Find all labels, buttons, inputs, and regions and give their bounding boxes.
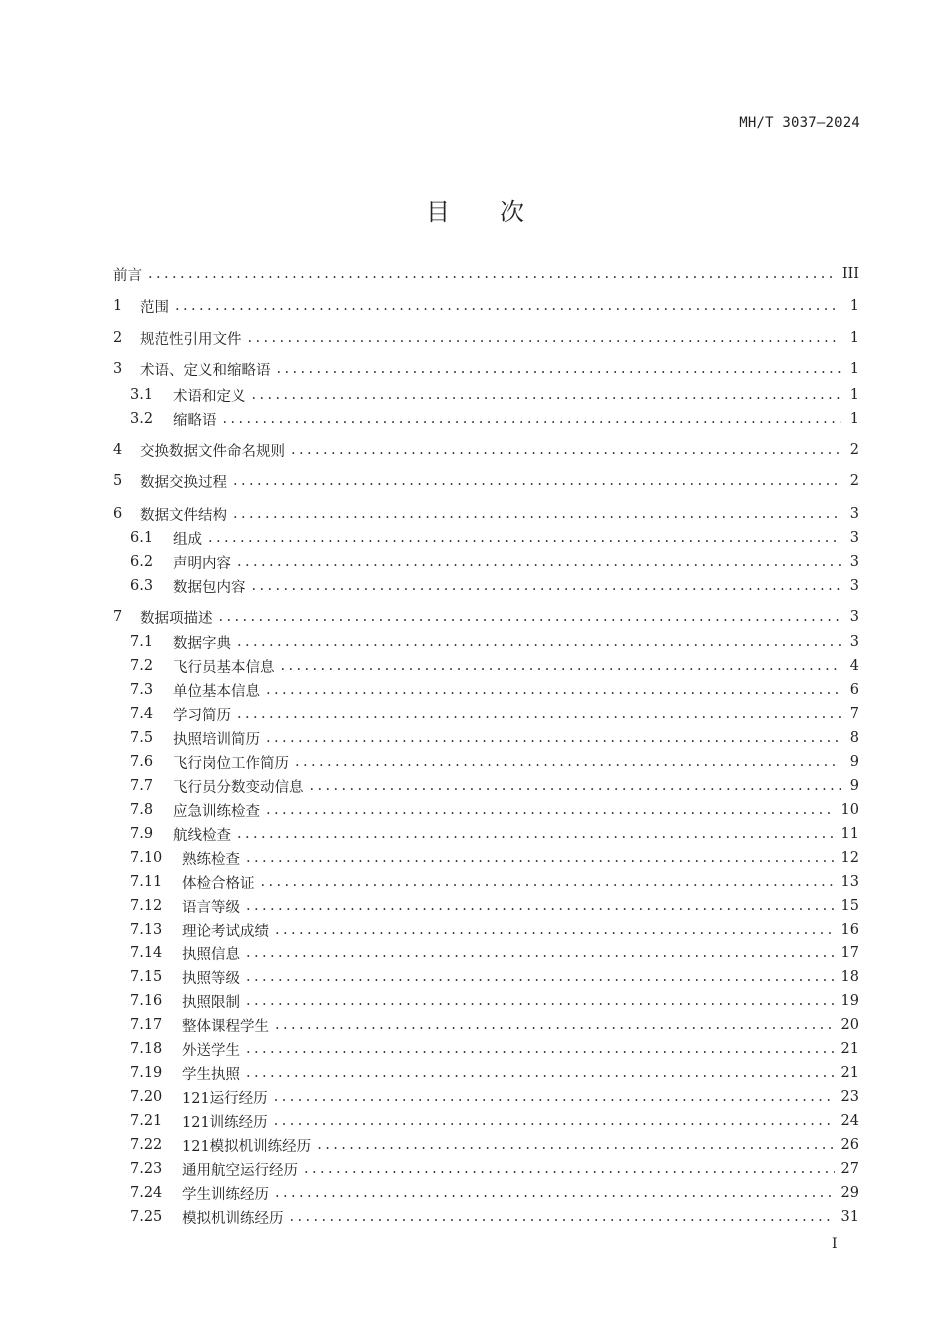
toc-entry-label: 体检合格证 [182, 875, 255, 892]
toc-entry-label: 整体课程学生 [182, 1018, 269, 1035]
toc-entry-page: 4 [849, 658, 859, 674]
toc-entry-number: 7.18 [130, 1041, 163, 1057]
leader-dots [281, 656, 842, 676]
leader-dots [246, 967, 835, 987]
toc-entry[interactable] [113, 1183, 859, 1203]
toc-entry[interactable] [113, 704, 859, 724]
toc-entry[interactable] [113, 385, 859, 405]
toc-entry[interactable] [113, 504, 859, 524]
toc-entry-number: 7.12 [130, 898, 163, 914]
toc-entry-label: 理论考试成绩 [182, 923, 269, 940]
toc-entry-label: 术语、定义和缩略语 [140, 362, 271, 379]
toc-entry[interactable] [113, 471, 859, 491]
toc-entry-number: 7.13 [130, 922, 163, 938]
toc-entry-page: 8 [849, 730, 859, 746]
toc-entry-page: 1 [849, 387, 859, 403]
toc-entry-page: 9 [849, 778, 859, 794]
leader-dots [233, 471, 841, 491]
toc-entry-label: 语言等级 [182, 899, 240, 916]
toc-entry-label: 飞行岗位工作简历 [173, 755, 289, 772]
toc-entry-page: 21 [840, 1065, 859, 1081]
toc-entry[interactable] [113, 264, 859, 284]
toc-entry-number: 6 [113, 506, 123, 522]
toc-entry[interactable] [113, 1111, 859, 1131]
toc-entry-page: 21 [840, 1041, 859, 1057]
toc-entry-number: 7.15 [130, 969, 163, 985]
toc-entry[interactable] [113, 872, 859, 892]
toc-entry[interactable] [113, 1039, 859, 1059]
toc-entry-number: 7.21 [130, 1113, 163, 1129]
leader-dots [304, 1159, 835, 1179]
toc-entry[interactable] [113, 552, 859, 572]
toc-entry-page: 24 [840, 1113, 859, 1129]
toc-entry-label: 声明内容 [173, 555, 231, 572]
toc-entry-number: 7 [113, 609, 123, 625]
toc-entry[interactable] [113, 1159, 859, 1179]
toc-entry-page: 13 [840, 874, 859, 890]
toc-entry-label: 外送学生 [182, 1042, 240, 1059]
toc-entry-page: 3 [849, 554, 859, 570]
toc-entry-page: 6 [849, 682, 859, 698]
toc-entry-label: 数据项描述 [140, 610, 213, 627]
leader-dots [275, 920, 835, 940]
toc-entry-label: 飞行员分数变动信息 [173, 779, 304, 796]
toc-entry-number: 2 [113, 330, 123, 346]
toc-entry-label: 学生训练经历 [182, 1186, 269, 1203]
leader-dots [290, 1207, 835, 1227]
toc-entry-page: 1 [849, 411, 859, 427]
leader-dots [310, 776, 842, 796]
toc-entry-number: 7.22 [130, 1137, 163, 1153]
toc-entry-label: 学生执照 [182, 1066, 240, 1083]
toc-entry-label: 学习简历 [173, 707, 231, 724]
toc-entry-number: 7.3 [130, 682, 154, 698]
toc-entry-number: 7.23 [130, 1161, 163, 1177]
toc-entry-label: 规范性引用文件 [140, 331, 242, 348]
toc-entry-number: 5 [113, 473, 123, 489]
toc-entry-number: 7.2 [130, 658, 154, 674]
toc-entry[interactable] [113, 1135, 859, 1155]
toc-entry-page: 3 [849, 506, 859, 522]
toc-entry-number: 4 [113, 442, 123, 458]
leader-dots [248, 328, 842, 348]
toc-entry-page: 11 [840, 826, 859, 842]
toc-entry-page: 16 [840, 922, 859, 938]
toc-entry[interactable] [113, 728, 859, 748]
leader-dots [148, 264, 836, 284]
toc-entry[interactable] [113, 1015, 859, 1035]
toc-entry-number: 7.20 [130, 1089, 163, 1105]
toc-entry-page: 2 [849, 473, 859, 489]
toc-entry-page: 18 [840, 969, 859, 985]
toc-entry[interactable] [113, 920, 859, 940]
leader-dots [237, 632, 841, 652]
page-title [0, 192, 950, 227]
leader-dots [237, 552, 841, 572]
leader-dots [275, 1015, 835, 1035]
title-char-2: 次 [500, 198, 524, 226]
document-code: MH/T 3037—2024 [739, 115, 860, 131]
toc-entry[interactable] [113, 359, 859, 379]
leader-dots [261, 872, 835, 892]
toc-entry-page: 12 [840, 850, 859, 866]
toc-entry-number: 7.7 [130, 778, 154, 794]
toc-entry-number: 7.19 [130, 1065, 163, 1081]
toc-entry-label: 应急训练检查 [173, 803, 260, 820]
leader-dots [274, 1087, 835, 1107]
toc-entry[interactable] [113, 752, 859, 772]
toc-entry-number: 7.25 [130, 1209, 163, 1225]
leader-dots [208, 528, 841, 548]
toc-entry-number: 6.3 [130, 578, 154, 594]
toc-entry-page: 7 [849, 706, 859, 722]
leader-dots [275, 1183, 835, 1203]
toc-entry-label: 数据包内容 [173, 579, 246, 596]
toc-entry[interactable] [113, 656, 859, 676]
toc-entry-number: 6.1 [130, 530, 154, 546]
leader-dots [246, 1063, 835, 1083]
toc-entry[interactable] [113, 328, 859, 348]
toc-entry-page: 27 [840, 1161, 859, 1177]
toc-entry-number: 7.14 [130, 945, 163, 961]
toc-entry-page: 23 [840, 1089, 859, 1105]
toc-entry-page: 9 [849, 754, 859, 770]
leader-dots [237, 704, 841, 724]
toc-entry[interactable] [113, 991, 859, 1011]
toc-entry-label: 航线检查 [173, 827, 231, 844]
leader-dots [252, 576, 842, 596]
leader-dots [266, 800, 835, 820]
leader-dots [266, 680, 841, 700]
leader-dots [274, 1111, 835, 1131]
toc-entry-page: 2 [849, 442, 859, 458]
leader-dots [223, 409, 842, 429]
toc-entry-label: 模拟机训练经历 [182, 1210, 284, 1227]
toc-entry-number: 3 [113, 361, 123, 377]
toc-entry-number: 7.16 [130, 993, 163, 1009]
toc-entry-label: 执照信息 [182, 946, 240, 963]
toc-entry-page: 17 [840, 945, 859, 961]
toc-entry-page: 3 [849, 530, 859, 546]
toc-entry-number: 3.1 [130, 387, 154, 403]
toc-entry-page: 3 [849, 634, 859, 650]
toc-entry-page: 31 [840, 1209, 859, 1225]
toc-entry-label: 数据交换过程 [140, 474, 227, 491]
toc-entry[interactable] [113, 607, 859, 627]
toc-entry[interactable] [113, 824, 859, 844]
toc-entry-number: 7.11 [130, 874, 163, 890]
toc-entry[interactable] [113, 800, 859, 820]
toc-entry[interactable] [113, 1207, 859, 1227]
toc-entry-number: 3.2 [130, 411, 154, 427]
toc-entry[interactable] [113, 776, 859, 796]
toc-entry-label: 数据文件结构 [140, 507, 227, 524]
leader-dots [317, 1135, 834, 1155]
toc-entry-page: 19 [840, 993, 859, 1009]
toc-entry-label: 执照等级 [182, 970, 240, 987]
toc-entry-page: 1 [849, 361, 859, 377]
toc-entry-label: 交换数据文件命名规则 [140, 443, 285, 460]
leader-dots [175, 296, 841, 316]
toc-entry[interactable] [113, 967, 859, 987]
toc-entry-page: 1 [849, 298, 859, 314]
toc-entry-number: 7.10 [130, 850, 163, 866]
toc-entry-number: 7.1 [130, 634, 154, 650]
toc-entry-label: 缩略语 [173, 412, 217, 429]
toc-entry-page: 29 [840, 1185, 859, 1201]
toc-entry-number: 1 [113, 298, 123, 314]
toc-entry-number: 7.24 [130, 1185, 163, 1201]
toc-entry-number: 6.2 [130, 554, 154, 570]
toc-entry[interactable] [113, 943, 859, 963]
toc-entry-label: 组成 [173, 531, 202, 548]
toc-entry[interactable] [113, 848, 859, 868]
toc-entry-number: 7.5 [130, 730, 154, 746]
toc-entry-label: 飞行员基本信息 [173, 659, 275, 676]
leader-dots [252, 385, 842, 405]
toc-entry-label: 121训练经历 [182, 1114, 268, 1131]
toc-entry-page: 26 [840, 1137, 859, 1153]
toc-entry-number: 7.8 [130, 802, 154, 818]
leader-dots [233, 504, 841, 524]
leader-dots [246, 896, 835, 916]
leader-dots [295, 752, 841, 772]
page-number: I [832, 1236, 838, 1252]
toc-entry-label: 熟练检查 [182, 851, 240, 868]
toc-entry-label: 121运行经历 [182, 1090, 268, 1107]
toc-entry[interactable] [113, 528, 859, 548]
leader-dots [246, 1039, 835, 1059]
toc-entry-page: 1 [849, 330, 859, 346]
toc-entry-page: 15 [840, 898, 859, 914]
toc-entry[interactable] [113, 409, 859, 429]
toc-entry[interactable] [113, 576, 859, 596]
toc-entry-page: 3 [849, 609, 859, 625]
toc-entry[interactable] [113, 440, 859, 460]
toc-entry-page: III [841, 266, 859, 282]
title-char-1: 目 [426, 198, 450, 226]
leader-dots [246, 943, 835, 963]
toc-entry-label: 121模拟机训练经历 [182, 1138, 312, 1155]
toc-entry-number: 7.9 [130, 826, 154, 842]
leader-dots [246, 848, 835, 868]
leader-dots [237, 824, 835, 844]
toc-entry-label: 执照限制 [182, 994, 240, 1011]
leader-dots [291, 440, 841, 460]
toc-entry-number: 7.17 [130, 1017, 163, 1033]
toc-entry-label: 前言 [113, 267, 142, 284]
toc-entry[interactable] [113, 896, 859, 916]
toc-entry-page: 20 [840, 1017, 859, 1033]
toc-entry-label: 范围 [140, 299, 169, 316]
leader-dots [219, 607, 842, 627]
toc-entry[interactable] [113, 1087, 859, 1107]
toc-entry-page: 3 [849, 578, 859, 594]
toc-entry-number: 7.4 [130, 706, 154, 722]
toc-entry[interactable] [113, 1063, 859, 1083]
leader-dots [266, 728, 841, 748]
toc-entry[interactable] [113, 680, 859, 700]
toc-entry-page: 10 [840, 802, 859, 818]
leader-dots [246, 991, 835, 1011]
toc-entry-label: 单位基本信息 [173, 683, 260, 700]
toc-entry[interactable] [113, 632, 859, 652]
leader-dots [277, 359, 842, 379]
toc-entry-number: 7.6 [130, 754, 154, 770]
toc-entry-label: 数据字典 [173, 635, 231, 652]
toc-entry-label: 通用航空运行经历 [182, 1162, 298, 1179]
toc-entry-label: 执照培训简历 [173, 731, 260, 748]
toc-entry-label: 术语和定义 [173, 388, 246, 405]
toc-entry[interactable] [113, 296, 859, 316]
